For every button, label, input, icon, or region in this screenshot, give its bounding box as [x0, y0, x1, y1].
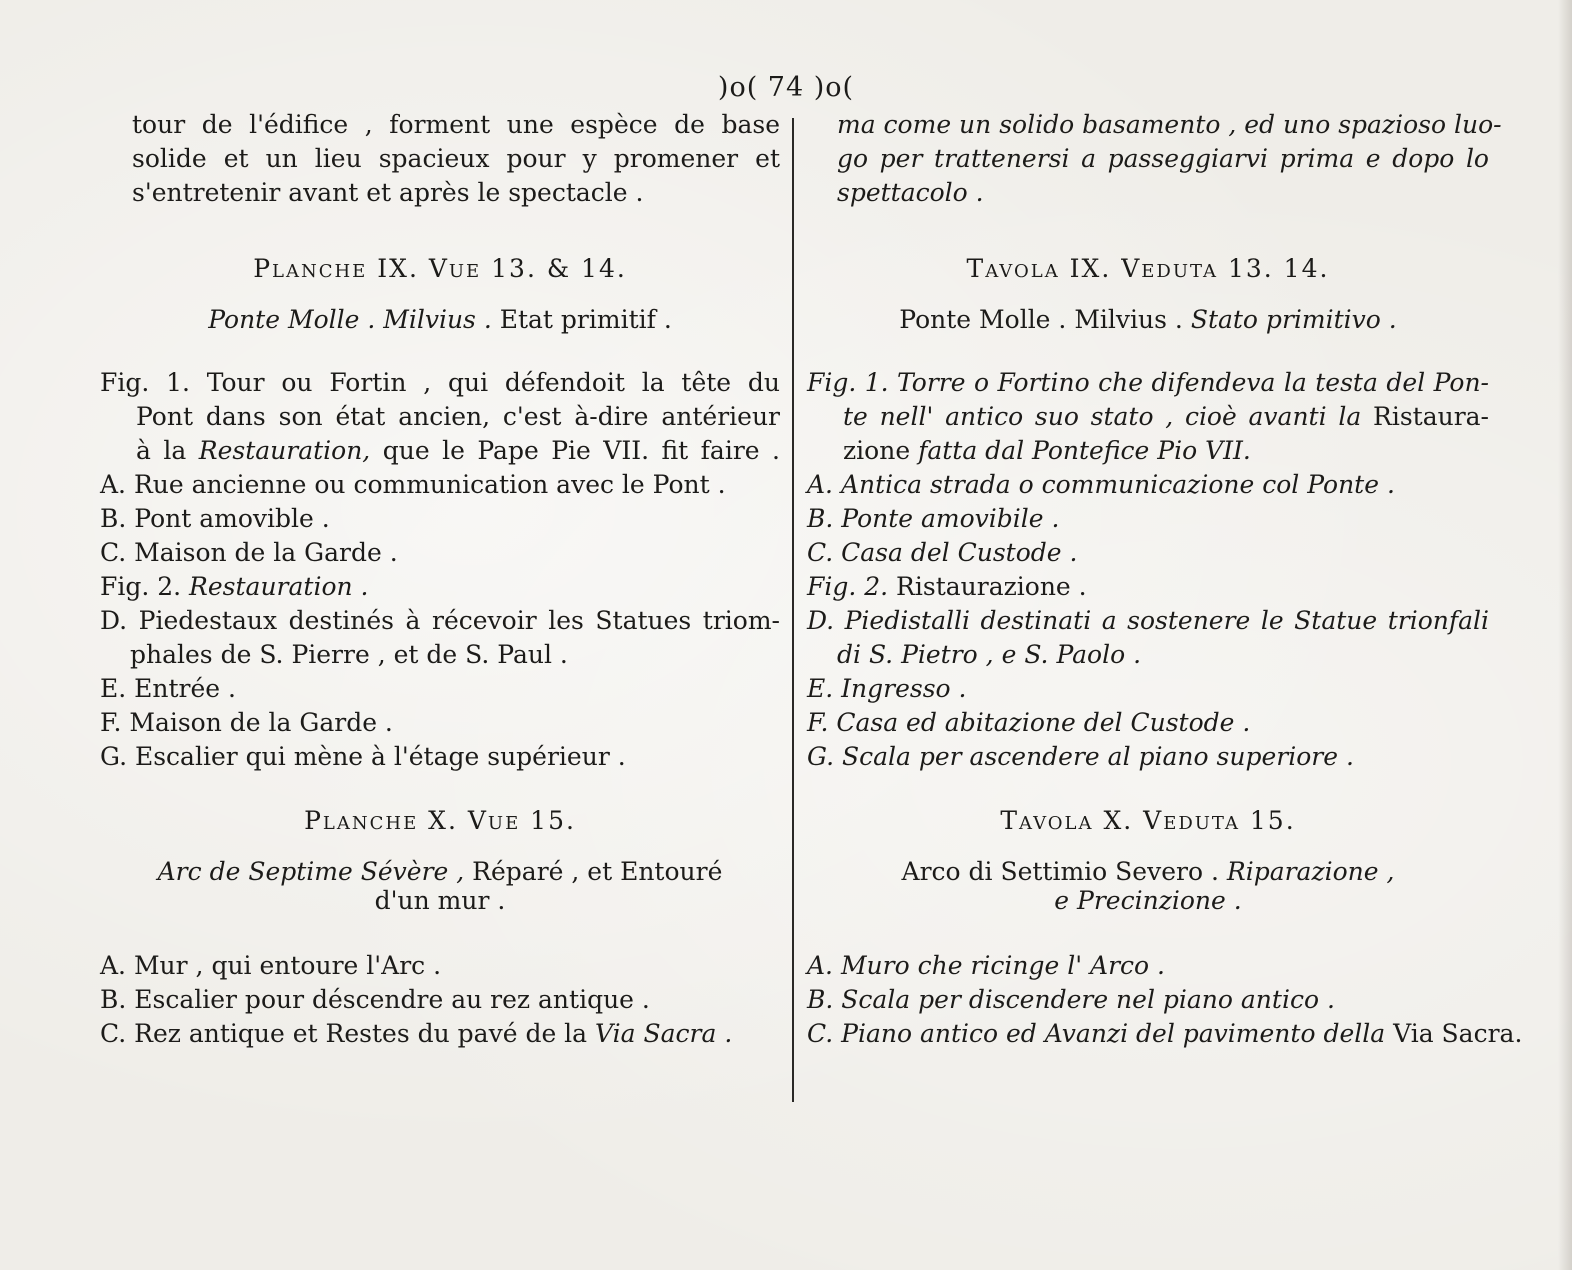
legend-item-e: E. Ingresso .: [807, 674, 967, 703]
legend-item-a: A. Rue ancienne ou communication avec le Pont .: [100, 470, 726, 499]
legend-item-d-cont: di S. Pietro , e S. Paolo .: [837, 640, 1142, 669]
fig1-text: Ristaura-: [1373, 402, 1490, 431]
plate-x-item-b: B. Scala per discendere nel piano antico .: [807, 985, 1335, 1014]
fig1-line: [100, 434, 780, 468]
fig1-text: que le Pape Pie VII. fit faire .: [382, 436, 780, 465]
plate-x-subtitle: [100, 857, 780, 886]
intro-line: s'entretenir avant et après le spectacle .: [132, 178, 644, 207]
intro-line: solide et un lieu spacieux pour y promener et: [132, 144, 780, 173]
plate-x-item-c: [807, 1017, 1523, 1051]
plate-ix-subtitle-name: Ponte Molle . Milvius .: [208, 305, 492, 334]
intro-paragraph: [807, 108, 1502, 210]
legend-item-g: G. Escalier qui mène à l'étage supérieur .: [100, 742, 626, 771]
fig2-label: Fig. 2.: [807, 572, 889, 601]
legend-item-f: F. Maison de la Garde .: [100, 708, 393, 737]
plate-ix-subtitle: [807, 305, 1489, 334]
legend-item-c: C. Casa del Custode .: [807, 538, 1078, 567]
plate-x-item-a: A. Mur , qui entoure l'Arc .: [100, 951, 442, 980]
legend-item-a: A. Antica strada o communicazione col Ponte .: [807, 470, 1395, 499]
plate-x-heading: Tavola X. Veduta 15.: [1000, 806, 1296, 835]
legend-item-d-cont: phales de S. Pierre , et de S. Paul .: [130, 640, 568, 669]
intro-line: tour de l'édifice , forment une espèce de base: [132, 110, 780, 139]
plate-x-item-b: B. Escalier pour déscendre au rez antique .: [100, 985, 650, 1014]
fig1-text: à la: [136, 436, 187, 465]
fig1-italic: fatta dal Pontefice Pio VII.: [918, 436, 1251, 465]
plate-x-item-c: [100, 1017, 780, 1051]
fig1-text: zione: [843, 436, 911, 465]
legend-item-f: F. Casa ed abitazione del Custode .: [807, 708, 1251, 737]
plate-x-subtitle-name: Arco di Settimio Severo .: [901, 857, 1219, 886]
fig1-line: Fig. 1. Torre o Fortino che difendeva la testa del Pon-: [807, 368, 1489, 397]
plate-x-subtitle: [807, 857, 1489, 886]
legend-item-e: E. Entrée .: [100, 674, 236, 703]
page-edge-shadow: [1558, 0, 1572, 1270]
legend-item-d: D. Piedistalli destinati a sostenere le Statue trionfali: [807, 606, 1489, 635]
intro-line: ma come un solido basamento , ed uno spazioso luo-: [837, 110, 1502, 139]
plate-x-item-c-text: C. Rez antique et Restes du pavé de la: [100, 1019, 588, 1048]
plate-x-subtitle-name: Arc de Septime Sévère ,: [157, 857, 465, 886]
fig1-line: [807, 434, 1489, 468]
plate-x-item-a: A. Muro che ricinge l' Arco .: [807, 951, 1165, 980]
fig2-line: [807, 570, 1489, 604]
intro-line: go per trattenersi a passeggiarvi prima e dopo lo: [837, 144, 1489, 173]
plate-x-subtitle-state: Riparazione ,: [1226, 857, 1395, 886]
fig1-line: Fig. 1. Tour ou Fortin , qui défendoit la tête du: [100, 368, 780, 397]
intro-line: spettacolo .: [837, 178, 984, 207]
plate-x-subtitle-cont: e Precinzione .: [1054, 886, 1242, 915]
fig1-line: [807, 400, 1489, 434]
plate-x-item-c-italic: C. Piano antico ed Avanzi del pavimento della: [807, 1019, 1386, 1048]
plate-ix-heading: Planche IX. Vue 13. & 14.: [253, 254, 627, 283]
french-column: [100, 108, 780, 1051]
fig2-line: [100, 570, 780, 604]
legend-item-g: G. Scala per ascendere al piano superiore .: [807, 742, 1354, 771]
legend-item-c: C. Maison de la Garde .: [100, 538, 398, 567]
legend-item-d: D. Piedestaux destinés à récevoir les Statues triom-: [100, 606, 780, 635]
plate-ix-subtitle: [100, 305, 780, 334]
legend-item-b: B. Pont amovible .: [100, 504, 330, 533]
fig1-italic: Restauration,: [198, 436, 371, 465]
plate-x-heading: Planche X. Vue 15.: [304, 806, 576, 835]
legend-item-b: B. Ponte amovibile .: [807, 504, 1060, 533]
fig1-line: Pont dans son état ancien, c'est à-dire antérieur: [136, 402, 780, 431]
plate-ix-heading: Tavola IX. Veduta 13. 14.: [966, 254, 1330, 283]
column-divider: [792, 118, 794, 1102]
plate-ix-subtitle-state: Etat primitif .: [499, 305, 672, 334]
fig2-text: Restauration .: [189, 572, 369, 601]
plate-ix-subtitle-name: Ponte Molle . Milvius .: [899, 305, 1183, 334]
plate-ix-subtitle-state: Stato primitivo .: [1190, 305, 1397, 334]
plate-x-item-c-italic: Via Sacra .: [595, 1019, 733, 1048]
intro-paragraph: [100, 108, 780, 210]
fig2-label: Fig. 2.: [100, 572, 182, 601]
fig1-italic: te nell' antico suo stato , cioè avanti la: [843, 402, 1362, 431]
plate-x-subtitle-state: Réparé , et Entouré: [472, 857, 723, 886]
fig2-text: Ristaurazione .: [896, 572, 1087, 601]
page-number: )o( 74 )o(: [717, 72, 855, 103]
plate-x-item-c-text: Via Sacra.: [1393, 1019, 1523, 1048]
italian-column: [807, 108, 1523, 1051]
plate-x-subtitle-cont: d'un mur .: [374, 886, 506, 915]
